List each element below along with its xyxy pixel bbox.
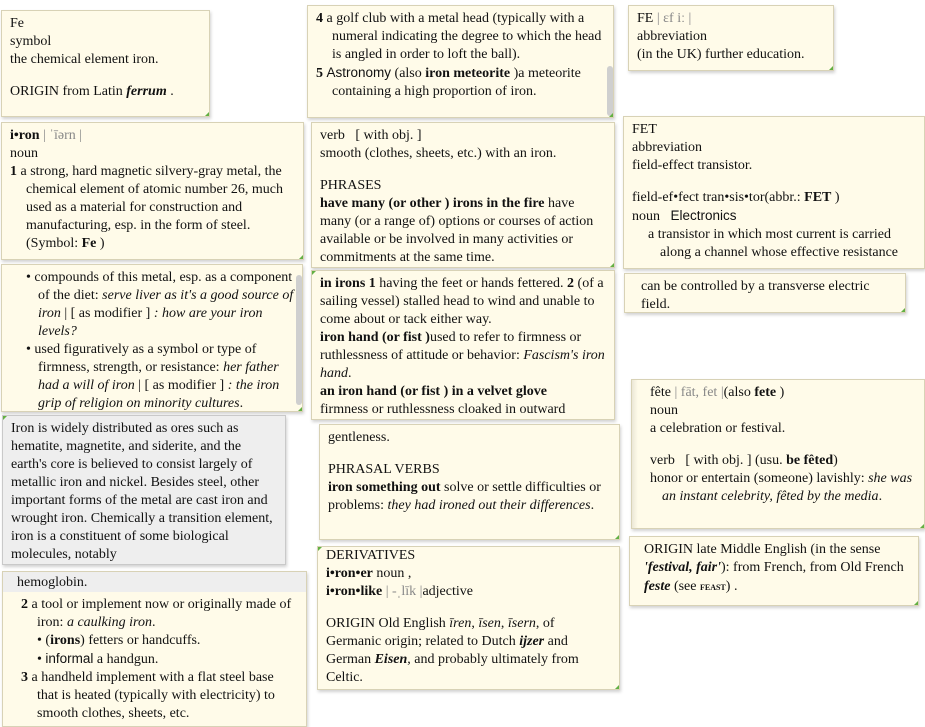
sense-number: 3 bbox=[21, 670, 28, 685]
paren-close: ) bbox=[80, 633, 85, 648]
definition: smooth (clothes, sheets, etc.) with an iron. bbox=[320, 146, 557, 161]
derivative-word: i•ron•er bbox=[326, 566, 373, 581]
part-of-speech: verb bbox=[320, 128, 345, 143]
verb-def bbox=[650, 470, 916, 506]
derivatives-label: DERIVATIVES bbox=[326, 548, 416, 563]
part-of-speech: noun bbox=[650, 403, 678, 418]
sense-def: a tool or implement now or originally made of iron: bbox=[31, 597, 292, 630]
see-open: (see bbox=[673, 579, 697, 594]
part-of-speech: symbol bbox=[10, 34, 52, 49]
sense-def: a handheld implement with a flat steel base that is heated (typically with electricity) to smooth clothes, sheets, etc. bbox=[31, 670, 275, 721]
origin-word: ferrum bbox=[126, 84, 167, 99]
entry-card-iron-senses-4-5 bbox=[307, 5, 614, 118]
abbr-end: ) bbox=[834, 190, 840, 205]
sense-number: 5 bbox=[316, 66, 323, 81]
subject-label: Astronomy bbox=[326, 65, 392, 80]
part-of-speech: noun bbox=[10, 146, 38, 161]
modifier-note: | [ as modifier ] bbox=[64, 306, 151, 321]
phrasal-head: iron something out bbox=[328, 480, 441, 495]
entry-card-iron-note bbox=[2, 415, 286, 565]
origin-text: late Middle English (in the sense bbox=[696, 542, 881, 557]
sense-3 bbox=[11, 669, 298, 723]
part-of-speech: adjective bbox=[422, 584, 473, 599]
example: Fascism's iron hand bbox=[320, 348, 605, 381]
headword: fête bbox=[650, 385, 671, 400]
origin-text: , of Germanic origin; related to Dutch bbox=[326, 616, 555, 649]
sense-number: 2 bbox=[21, 597, 28, 612]
also-open: (also bbox=[723, 385, 751, 400]
continued-note: hemoglobin. bbox=[3, 572, 306, 592]
sub-pos bbox=[632, 207, 916, 226]
sense-2 bbox=[11, 596, 298, 632]
entry-card-iron bbox=[1, 122, 304, 260]
phrase-head: in irons 1 bbox=[320, 276, 376, 291]
also-open: (also bbox=[394, 66, 422, 81]
derivative-end: , bbox=[407, 566, 412, 581]
sub-sense-informal: • informal a handgun. bbox=[37, 651, 159, 667]
phrasal-verb bbox=[328, 479, 611, 515]
definition: (in the UK) further education. bbox=[637, 47, 805, 62]
part-of-speech: abbreviation bbox=[632, 140, 702, 155]
sense-5 bbox=[316, 64, 605, 101]
card-edge-shade bbox=[632, 380, 638, 528]
phrases-label: PHRASES bbox=[320, 178, 382, 193]
usage-note: Iron is widely distributed as ores such as hematite, magnetite, and siderite, and the earth's core is believed to consist largely of metallic iron and nickel. Besides steel, other important forms of the metal are cast iron and wrought iron. Chemically a transition element, iron is a constituent of some biological molecules, notably bbox=[11, 421, 273, 562]
example: a caulking iron bbox=[66, 615, 152, 630]
example-end: . bbox=[151, 615, 156, 630]
register-label: informal bbox=[45, 651, 94, 666]
example-end: . bbox=[878, 489, 883, 504]
derivative-ironer bbox=[326, 565, 611, 583]
origin-label: ORIGIN bbox=[10, 84, 59, 99]
headline bbox=[650, 384, 916, 402]
origin-end: . bbox=[170, 84, 174, 99]
sub-entry-headline bbox=[632, 189, 916, 207]
example: her father had a will of iron bbox=[38, 360, 279, 393]
sense-number: 1 bbox=[10, 164, 17, 179]
phrase-in-irons bbox=[320, 275, 606, 329]
cognate-word: Eisen bbox=[374, 652, 408, 667]
headword: i•ron bbox=[10, 128, 40, 143]
phrase-def: having the feet or hands fettered. bbox=[379, 276, 564, 291]
entry-card-iron-compounds bbox=[1, 264, 303, 412]
origin-text: ): from French, from Old French bbox=[721, 560, 904, 575]
see-link[interactable]: feast bbox=[699, 579, 726, 593]
sense-number: 2 bbox=[567, 276, 575, 291]
entry-card-fete-origin bbox=[629, 536, 919, 606]
headword: Fe bbox=[10, 16, 24, 31]
headline bbox=[10, 127, 295, 145]
old-form: īsern bbox=[507, 616, 536, 631]
subject-label: Electronics bbox=[670, 208, 737, 223]
verb-def-text: honor or entertain (someone) lavishly: bbox=[650, 471, 865, 486]
part-of-speech: noun bbox=[376, 566, 405, 581]
entry-card-fet bbox=[623, 116, 925, 269]
abbr: FET bbox=[804, 190, 832, 205]
part-of-speech: abbreviation bbox=[637, 29, 707, 44]
modifier-note: | [ as modifier ] bbox=[138, 378, 225, 393]
origin-label: ORIGIN bbox=[644, 542, 693, 557]
derivative-word: i•ron•like bbox=[326, 584, 383, 599]
also-word: fete bbox=[754, 385, 777, 400]
grammar-note: [ with obj. ] bbox=[685, 453, 752, 468]
entry-card-fe bbox=[1, 10, 210, 117]
phrase-head: have many (or other ) irons in the fire bbox=[320, 196, 545, 211]
paren-open: ( bbox=[45, 633, 51, 648]
cognate-word: ijzer bbox=[519, 634, 545, 649]
origin-text: and German bbox=[326, 634, 568, 667]
pronunciation: | -ˌlīk | bbox=[385, 584, 423, 599]
see-close: ) . bbox=[725, 579, 738, 594]
abbr-label: (abbr.: bbox=[764, 190, 801, 205]
example-end: . bbox=[348, 366, 352, 381]
sub-def: a handgun. bbox=[96, 652, 159, 667]
origin-text: Old English bbox=[378, 616, 446, 631]
also-word: iron meteorite bbox=[425, 66, 511, 81]
definition: the chemical element iron. bbox=[10, 52, 159, 67]
phrase-velvet-glove-def: firmness or ruthlessness cloaked in outward bbox=[320, 402, 566, 417]
usage-word: be fêted bbox=[786, 453, 834, 468]
headline bbox=[637, 10, 825, 28]
derivative-ironlike bbox=[326, 583, 611, 601]
sense-def: meteorite containing a high proportion of iron. bbox=[332, 66, 581, 99]
origin-word: feste bbox=[644, 579, 671, 594]
symbol: Fe bbox=[81, 236, 97, 251]
example: serve liver as it's a good source of iron bbox=[38, 288, 294, 321]
entry-card-iron-phrasal bbox=[319, 424, 620, 540]
origin-text: , and probably ultimately from Celtic. bbox=[326, 652, 579, 685]
pronunciation: | fāt, fet | bbox=[674, 385, 724, 400]
origin-label: ORIGIN bbox=[326, 616, 375, 631]
pronunciation: | ˈīərn | bbox=[43, 128, 83, 143]
example: : the iron grip of religion on minority cultures bbox=[38, 378, 280, 411]
phrase-def: have many (or a range of) options or courses of action available or be involved in many activities or commitments at the same time. bbox=[320, 196, 594, 265]
sub-def: a transistor in which most current is carried along a channel whose effective resistance bbox=[648, 227, 899, 260]
phrasal-def: solve or settle difficulties or problems: bbox=[328, 480, 601, 513]
bullet-text: used figuratively as a symbol or type of firmness, strength, or resistance: bbox=[34, 342, 257, 375]
sub-sense-irons: • (irons) fetters or handcuffs. bbox=[37, 633, 201, 648]
verb-line bbox=[650, 452, 916, 470]
phrase-velvet-glove bbox=[320, 383, 606, 401]
origin bbox=[644, 541, 910, 596]
phrase-head: iron hand (or fist ) bbox=[320, 330, 430, 345]
also-close: )a bbox=[513, 66, 525, 81]
sub-word: irons bbox=[50, 633, 81, 648]
phrase-def: used to refer to firmness or ruthlessness of attitude or behavior: bbox=[320, 330, 582, 363]
sub-headword: field-ef•fect tran•sis•tor bbox=[632, 190, 765, 205]
scrollbar[interactable] bbox=[296, 275, 302, 405]
sense-def: a strong, hard magnetic silvery-gray metal, the chemical element of atomic number 26, much used as a material for construction and manufacturing, esp. in the form of steel.(Symbol: bbox=[20, 164, 283, 251]
phrase-iron-hand bbox=[320, 329, 606, 383]
sense-def: a golf club with a metal head (typically with a numeral indicating the degree to which the head is angled in order to loft the ball). bbox=[326, 11, 602, 62]
definition: field-effect transistor. bbox=[632, 158, 753, 173]
also-close: ) bbox=[779, 385, 785, 400]
entry-card-iron-verb bbox=[311, 122, 615, 268]
headword: FE bbox=[637, 11, 654, 26]
part-of-speech: verb bbox=[650, 453, 675, 468]
continued-def: gentleness. bbox=[328, 430, 390, 445]
origin: ORIGIN Old English īren, īsen, īsern, of Germanic origin; related to Dutch ijzer and German Eisen, and probably ultimately from Celtic. bbox=[326, 616, 579, 685]
example: : how are your iron levels? bbox=[38, 306, 263, 339]
scrollbar[interactable] bbox=[607, 66, 613, 116]
phrase-head: an iron hand (or fist ) in a velvet glove bbox=[320, 384, 547, 399]
example: they had ironed out their differences bbox=[387, 498, 591, 513]
sense-4 bbox=[316, 10, 605, 64]
entry-card-fe-abbr bbox=[628, 5, 834, 71]
phrase-def: (of a sailing vessel) stalled head to wind and unable to come about or tack either way. bbox=[320, 276, 604, 327]
example-end: . bbox=[239, 396, 244, 411]
old-form: īsen bbox=[478, 616, 501, 631]
bullet-text: compounds of this metal, esp. as a component of the diet: bbox=[34, 270, 293, 303]
sub-def: fetters or handcuffs. bbox=[88, 633, 201, 648]
old-form: īren bbox=[449, 616, 472, 631]
entry-card-fet-continued bbox=[624, 273, 906, 313]
entry-card-iron-phrases bbox=[311, 270, 615, 420]
continued-def: can be controlled by a transverse electric field. bbox=[641, 279, 870, 312]
origin-text: from Latin bbox=[62, 84, 123, 99]
origin-sense: 'festival, fair' bbox=[644, 560, 721, 575]
sense-1 bbox=[10, 163, 295, 253]
pronunciation: | ɛf iː | bbox=[656, 11, 692, 26]
usage-close: ) bbox=[833, 453, 838, 468]
verb-line bbox=[320, 127, 606, 145]
example-end: . bbox=[590, 498, 595, 513]
usage-open: (usu. bbox=[755, 453, 783, 468]
entry-card-fete bbox=[631, 379, 925, 529]
phrase bbox=[320, 195, 606, 267]
headword: FET bbox=[632, 122, 657, 137]
example: she was an instant celebrity, fêted by the media bbox=[662, 471, 913, 504]
entry-card-iron-senses-2-3 bbox=[2, 571, 307, 727]
origin bbox=[10, 83, 201, 101]
phrasal-label: PHRASAL VERBS bbox=[328, 462, 440, 477]
sense-number: 4 bbox=[316, 11, 323, 26]
bullet-compounds: • compounds of this metal, esp. as a component of the diet: serve liver as it's a good source of iron | [ as modifier ] : how are your iron levels? bbox=[26, 270, 294, 339]
grammar-note: [ with obj. ] bbox=[355, 128, 422, 143]
bullet-figurative: • used figuratively as a symbol or type of firmness, strength, or resistance: her father had a will of iron | [ as modifier ] : the iron grip of religion on minority cultures. bbox=[26, 342, 280, 411]
sense-end: ) bbox=[99, 236, 105, 251]
part-of-speech: noun bbox=[632, 209, 660, 224]
definition: a celebration or festival. bbox=[650, 421, 786, 436]
entry-card-iron-derivatives bbox=[317, 546, 620, 690]
